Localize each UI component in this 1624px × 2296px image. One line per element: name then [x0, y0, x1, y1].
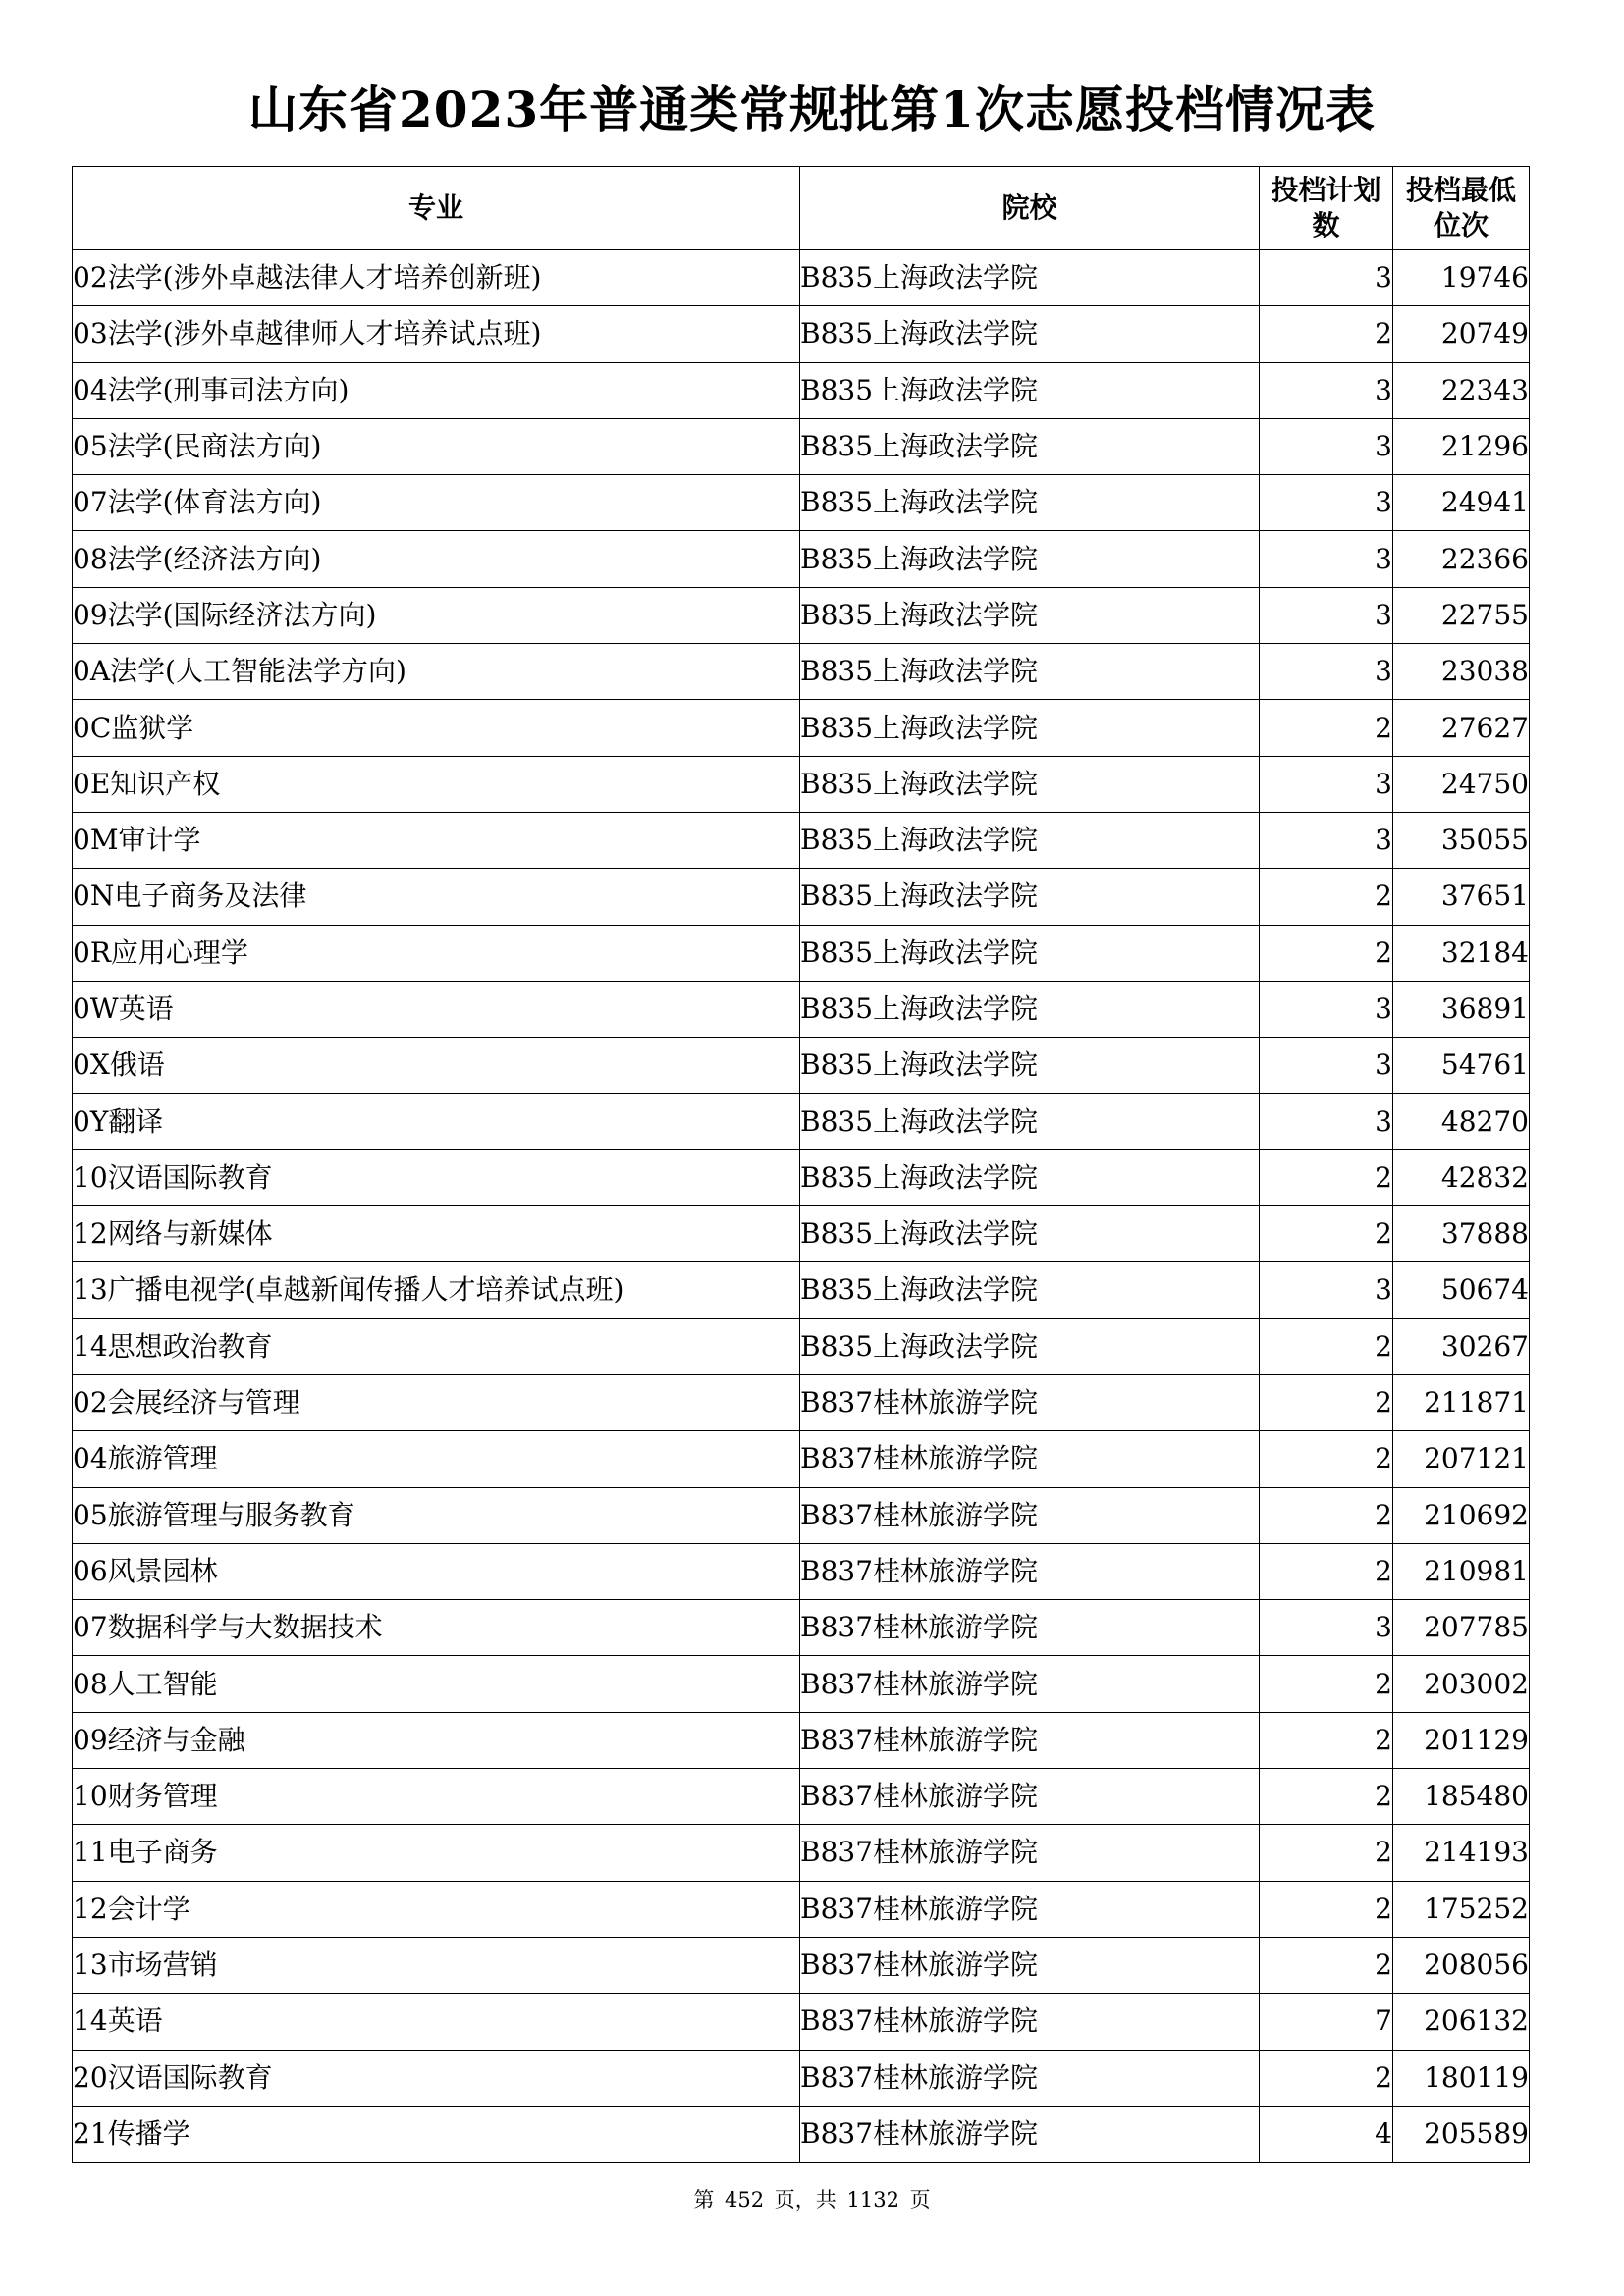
cell-major: 12会计学 — [73, 1881, 800, 1937]
header-school: 院校 — [800, 167, 1260, 250]
table-row — [73, 869, 1530, 925]
cell-plan: 2 — [1260, 1769, 1393, 1825]
table-row — [73, 362, 1530, 418]
cell-plan: 2 — [1260, 700, 1393, 756]
cell-min-rank: 32184 — [1393, 925, 1530, 981]
cell-plan: 3 — [1260, 981, 1393, 1037]
cell-school: B835上海政法学院 — [800, 925, 1260, 981]
cell-min-rank: 54761 — [1393, 1038, 1530, 1094]
cell-school: B835上海政法学院 — [800, 644, 1260, 700]
cell-plan: 2 — [1260, 869, 1393, 925]
cell-plan: 2 — [1260, 1881, 1393, 1937]
cell-major: 09经济与金融 — [73, 1712, 800, 1768]
header-min-rank: 投档最低位次 — [1393, 167, 1530, 250]
cell-min-rank: 22343 — [1393, 362, 1530, 418]
cell-plan: 2 — [1260, 1656, 1393, 1712]
cell-major: 11电子商务 — [73, 1825, 800, 1881]
cell-plan: 2 — [1260, 1318, 1393, 1374]
table-row — [73, 1094, 1530, 1149]
cell-major: 08法学(经济法方向) — [73, 531, 800, 587]
cell-major: 05法学(民商法方向) — [73, 418, 800, 474]
table-row — [73, 1994, 1530, 2050]
cell-min-rank: 175252 — [1393, 1881, 1530, 1937]
cell-min-rank: 22366 — [1393, 531, 1530, 587]
cell-plan: 2 — [1260, 1431, 1393, 1487]
cell-plan: 2 — [1260, 1825, 1393, 1881]
cell-min-rank: 205589 — [1393, 2106, 1530, 2162]
cell-min-rank: 48270 — [1393, 1094, 1530, 1149]
table-row — [73, 1431, 1530, 1487]
cell-min-rank: 42832 — [1393, 1149, 1530, 1205]
table-row — [73, 1038, 1530, 1094]
cell-school: B835上海政法学院 — [800, 1094, 1260, 1149]
cell-school: B835上海政法学院 — [800, 1318, 1260, 1374]
cell-plan: 2 — [1260, 1487, 1393, 1543]
cell-major: 09法学(国际经济法方向) — [73, 587, 800, 643]
header-major: 专业 — [73, 167, 800, 250]
cell-min-rank: 50674 — [1393, 1262, 1530, 1318]
cell-major: 04旅游管理 — [73, 1431, 800, 1487]
cell-school: B835上海政法学院 — [800, 700, 1260, 756]
table-row — [73, 1600, 1530, 1656]
cell-major: 14英语 — [73, 1994, 800, 2050]
cell-school: B835上海政法学院 — [800, 418, 1260, 474]
cell-plan: 2 — [1260, 2050, 1393, 2106]
table-row — [73, 812, 1530, 868]
cell-plan: 2 — [1260, 1206, 1393, 1262]
page-footer: 第 452 页，共 1132 页 — [693, 2188, 931, 2212]
cell-min-rank: 24941 — [1393, 475, 1530, 531]
table-row — [73, 700, 1530, 756]
cell-school: B837桂林旅游学院 — [800, 1937, 1260, 1993]
cell-major: 13广播电视学(卓越新闻传播人才培养试点班) — [73, 1262, 800, 1318]
table-row — [73, 1487, 1530, 1543]
cell-min-rank: 180119 — [1393, 2050, 1530, 2106]
cell-plan: 3 — [1260, 250, 1393, 306]
cell-min-rank: 214193 — [1393, 1825, 1530, 1881]
cell-min-rank: 207785 — [1393, 1600, 1530, 1656]
cell-school: B835上海政法学院 — [800, 1206, 1260, 1262]
cell-min-rank: 27627 — [1393, 700, 1530, 756]
header-plan: 投档计划数 — [1260, 167, 1393, 250]
cell-school: B835上海政法学院 — [800, 981, 1260, 1037]
cell-min-rank: 21296 — [1393, 418, 1530, 474]
cell-plan: 3 — [1260, 1094, 1393, 1149]
cell-major: 13市场营销 — [73, 1937, 800, 1993]
cell-min-rank: 207121 — [1393, 1431, 1530, 1487]
table-row — [73, 1543, 1530, 1599]
table-row — [73, 475, 1530, 531]
table-row — [73, 1206, 1530, 1262]
cell-plan: 2 — [1260, 1374, 1393, 1430]
cell-school: B837桂林旅游学院 — [800, 1374, 1260, 1430]
table-header-row — [73, 167, 1530, 250]
cell-school: B835上海政法学院 — [800, 812, 1260, 868]
table-row — [73, 1374, 1530, 1430]
table-row — [73, 756, 1530, 812]
cell-major: 0E知识产权 — [73, 756, 800, 812]
cell-school: B835上海政法学院 — [800, 306, 1260, 362]
page-title: 山东省2023年普通类常规批第1次志愿投档情况表 — [248, 80, 1376, 138]
cell-major: 0R应用心理学 — [73, 925, 800, 981]
cell-major: 07数据科学与大数据技术 — [73, 1600, 800, 1656]
cell-plan: 3 — [1260, 756, 1393, 812]
table-row — [73, 1656, 1530, 1712]
cell-min-rank: 37888 — [1393, 1206, 1530, 1262]
cell-plan: 3 — [1260, 1262, 1393, 1318]
cell-school: B837桂林旅游学院 — [800, 1881, 1260, 1937]
cell-school: B835上海政法学院 — [800, 869, 1260, 925]
cell-min-rank: 201129 — [1393, 1712, 1530, 1768]
cell-min-rank: 208056 — [1393, 1937, 1530, 1993]
table-row — [73, 1937, 1530, 1993]
cell-plan: 2 — [1260, 1937, 1393, 1993]
cell-major: 0N电子商务及法律 — [73, 869, 800, 925]
cell-major: 0M审计学 — [73, 812, 800, 868]
cell-major: 21传播学 — [73, 2106, 800, 2162]
cell-school: B837桂林旅游学院 — [800, 1994, 1260, 2050]
table-row — [73, 1318, 1530, 1374]
cell-major: 03法学(涉外卓越律师人才培养试点班) — [73, 306, 800, 362]
cell-major: 06风景园林 — [73, 1543, 800, 1599]
cell-min-rank: 203002 — [1393, 1656, 1530, 1712]
cell-plan: 7 — [1260, 1994, 1393, 2050]
cell-school: B837桂林旅游学院 — [800, 1656, 1260, 1712]
cell-school: B837桂林旅游学院 — [800, 1600, 1260, 1656]
cell-plan: 3 — [1260, 475, 1393, 531]
cell-plan: 2 — [1260, 1543, 1393, 1599]
table-row — [73, 306, 1530, 362]
cell-major: 0A法学(人工智能法学方向) — [73, 644, 800, 700]
cell-min-rank: 206132 — [1393, 1994, 1530, 2050]
cell-plan: 3 — [1260, 418, 1393, 474]
cell-major: 10汉语国际教育 — [73, 1149, 800, 1205]
cell-school: B835上海政法学院 — [800, 587, 1260, 643]
cell-plan: 4 — [1260, 2106, 1393, 2162]
cell-school: B835上海政法学院 — [800, 250, 1260, 306]
cell-school: B835上海政法学院 — [800, 1262, 1260, 1318]
cell-school: B837桂林旅游学院 — [800, 1825, 1260, 1881]
cell-plan: 2 — [1260, 306, 1393, 362]
cell-major: 20汉语国际教育 — [73, 2050, 800, 2106]
table-row — [73, 2050, 1530, 2106]
cell-major: 02法学(涉外卓越法律人才培养创新班) — [73, 250, 800, 306]
cell-major: 12网络与新媒体 — [73, 1206, 800, 1262]
cell-plan: 3 — [1260, 1600, 1393, 1656]
table-row — [73, 925, 1530, 981]
table-row — [73, 981, 1530, 1037]
table-row — [73, 587, 1530, 643]
cell-school: B835上海政法学院 — [800, 1149, 1260, 1205]
cell-plan: 3 — [1260, 362, 1393, 418]
cell-min-rank: 19746 — [1393, 250, 1530, 306]
cell-major: 05旅游管理与服务教育 — [73, 1487, 800, 1543]
cell-school: B837桂林旅游学院 — [800, 2106, 1260, 2162]
cell-school: B835上海政法学院 — [800, 475, 1260, 531]
table-row — [73, 2106, 1530, 2162]
cell-min-rank: 185480 — [1393, 1769, 1530, 1825]
table-row — [73, 418, 1530, 474]
cell-major: 08人工智能 — [73, 1656, 800, 1712]
cell-major: 0Y翻译 — [73, 1094, 800, 1149]
table-row — [73, 250, 1530, 306]
cell-min-rank: 35055 — [1393, 812, 1530, 868]
cell-school: B835上海政法学院 — [800, 531, 1260, 587]
cell-school: B837桂林旅游学院 — [800, 1431, 1260, 1487]
cell-major: 0W英语 — [73, 981, 800, 1037]
table-row — [73, 1825, 1530, 1881]
cell-min-rank: 23038 — [1393, 644, 1530, 700]
cell-school: B837桂林旅游学院 — [800, 1487, 1260, 1543]
cell-min-rank: 22755 — [1393, 587, 1530, 643]
cell-major: 14思想政治教育 — [73, 1318, 800, 1374]
cell-min-rank: 210981 — [1393, 1543, 1530, 1599]
cell-plan: 2 — [1260, 1712, 1393, 1768]
cell-plan: 3 — [1260, 644, 1393, 700]
cell-min-rank: 20749 — [1393, 306, 1530, 362]
table-body — [73, 250, 1530, 2163]
cell-major: 0C监狱学 — [73, 700, 800, 756]
cell-plan: 2 — [1260, 925, 1393, 981]
cell-school: B835上海政法学院 — [800, 1038, 1260, 1094]
cell-plan: 3 — [1260, 812, 1393, 868]
cell-major: 04法学(刑事司法方向) — [73, 362, 800, 418]
cell-major: 0X俄语 — [73, 1038, 800, 1094]
cell-min-rank: 24750 — [1393, 756, 1530, 812]
cell-school: B837桂林旅游学院 — [800, 1712, 1260, 1768]
cell-min-rank: 36891 — [1393, 981, 1530, 1037]
cell-plan: 3 — [1260, 587, 1393, 643]
table-row — [73, 1769, 1530, 1825]
cell-min-rank: 210692 — [1393, 1487, 1530, 1543]
table-row — [73, 1712, 1530, 1768]
cell-min-rank: 30267 — [1393, 1318, 1530, 1374]
cell-major: 07法学(体育法方向) — [73, 475, 800, 531]
table-row — [73, 644, 1530, 700]
cell-plan: 3 — [1260, 1038, 1393, 1094]
table-row — [73, 1881, 1530, 1937]
admission-table — [72, 166, 1530, 2163]
cell-major: 10财务管理 — [73, 1769, 800, 1825]
cell-min-rank: 211871 — [1393, 1374, 1530, 1430]
cell-major: 02会展经济与管理 — [73, 1374, 800, 1430]
cell-plan: 2 — [1260, 1149, 1393, 1205]
cell-school: B837桂林旅游学院 — [800, 1769, 1260, 1825]
cell-school: B837桂林旅游学院 — [800, 2050, 1260, 2106]
cell-plan: 3 — [1260, 531, 1393, 587]
cell-school: B835上海政法学院 — [800, 756, 1260, 812]
table-row — [73, 1149, 1530, 1205]
table-row — [73, 1262, 1530, 1318]
cell-min-rank: 37651 — [1393, 869, 1530, 925]
cell-school: B837桂林旅游学院 — [800, 1543, 1260, 1599]
table-row — [73, 531, 1530, 587]
cell-school: B835上海政法学院 — [800, 362, 1260, 418]
